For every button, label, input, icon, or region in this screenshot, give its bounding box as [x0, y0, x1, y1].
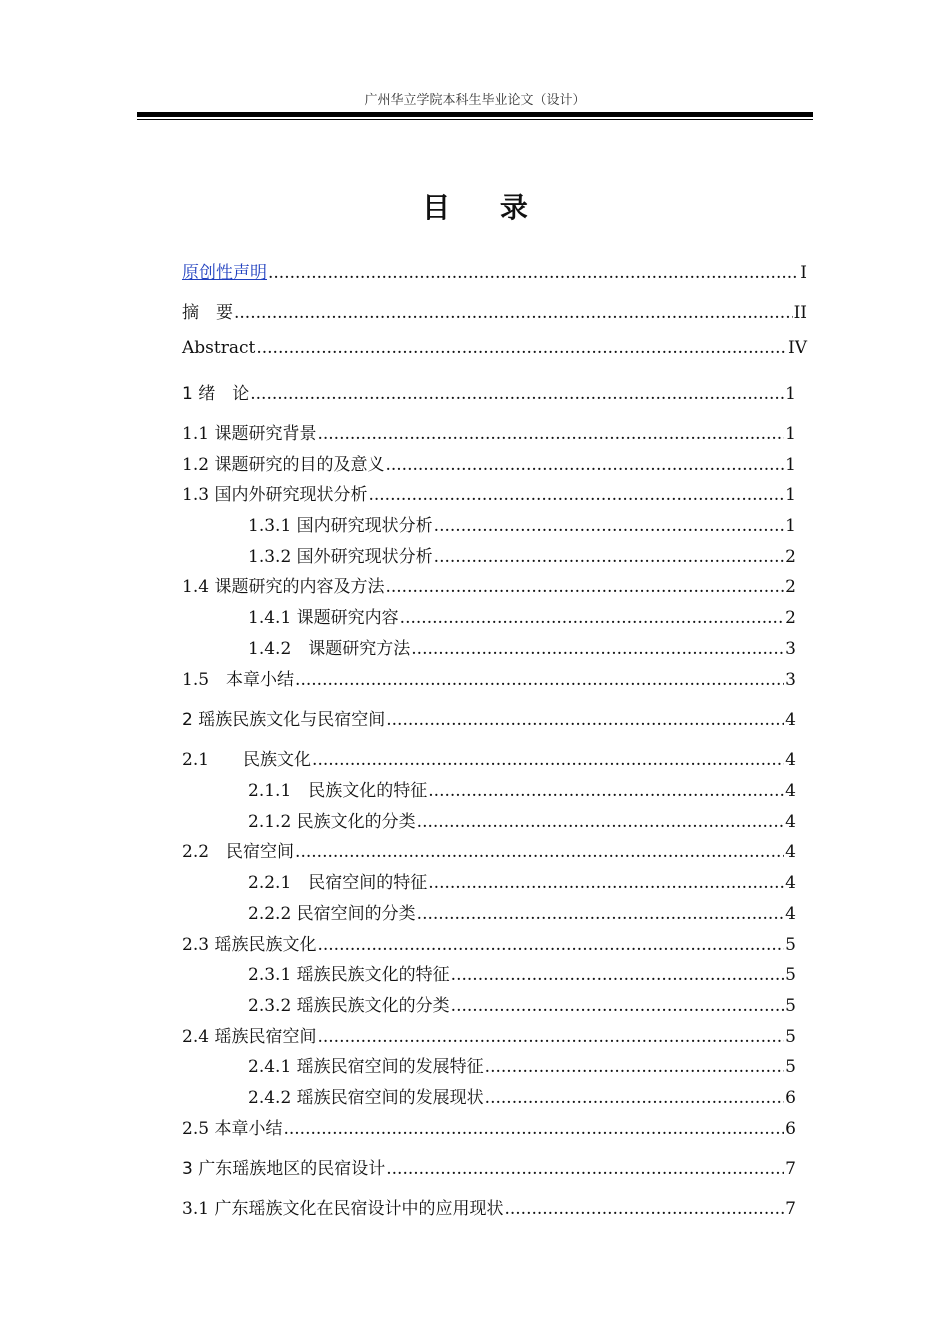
toc-entry-page: 5 — [785, 935, 796, 955]
toc-entry-title: 摘 要 — [182, 303, 233, 323]
toc-leader — [268, 263, 799, 283]
toc-leader — [317, 935, 784, 955]
toc-entry-page: 2 — [785, 547, 796, 567]
toc-leader — [317, 1027, 784, 1047]
toc-entry-page: 4 — [785, 812, 796, 832]
toc-entry-title: 1.4.2 课题研究方法 — [248, 639, 411, 659]
toc-entry-title: 3 广东瑶族地区的民宿设计 — [182, 1159, 386, 1179]
toc-entry-title: 3.1 广东瑶族文化在民宿设计中的应用现状 — [182, 1199, 504, 1219]
toc-leader — [485, 1088, 785, 1108]
toc-leader — [504, 1199, 784, 1219]
toc-entry-page: 4 — [785, 710, 796, 730]
toc-entry-1-1[interactable] — [182, 419, 796, 444]
header-rule-thick — [137, 112, 813, 117]
toc-entry-title: 2.2.1 民宿空间的特征 — [248, 873, 428, 893]
toc-leader — [250, 384, 784, 404]
toc-leader — [417, 812, 785, 832]
toc-entry-page: 3 — [785, 639, 796, 659]
toc-entry-page: 2 — [785, 577, 796, 597]
toc-entry-2-1-2[interactable] — [248, 807, 796, 832]
toc-leader — [295, 842, 784, 862]
toc-entry-page: 1 — [785, 516, 796, 536]
toc-entry-declaration[interactable] — [182, 258, 807, 283]
toc-entry-title: 1.5 本章小结 — [182, 670, 295, 690]
toc-leader — [428, 873, 784, 893]
toc-entry-title: 2.3.1 瑶族民族文化的特征 — [248, 965, 450, 985]
toc-entry-abstract-en[interactable] — [182, 338, 807, 358]
toc-entry-page: 3 — [785, 670, 796, 690]
toc-entry-1-3-2[interactable] — [248, 542, 796, 567]
toc-entry-2-1[interactable] — [182, 745, 796, 770]
toc-entry-title: 2.5 本章小结 — [182, 1119, 283, 1139]
toc-leader — [411, 639, 784, 659]
toc-entry-2-2-2[interactable] — [248, 899, 796, 924]
toc-leader — [368, 485, 784, 505]
toc-leader — [283, 1119, 784, 1139]
toc-entry-page: 4 — [785, 873, 796, 893]
toc-entry-page: II — [793, 303, 807, 323]
header-rule-thin — [137, 119, 813, 120]
toc-entry-page: 1 — [785, 424, 796, 444]
toc-entry-page: 4 — [785, 842, 796, 862]
toc-entry-page: 4 — [785, 750, 796, 770]
toc-entry-page: 5 — [785, 1057, 796, 1077]
toc-entry-2-3-1[interactable] — [248, 960, 796, 985]
toc-entry-page: 4 — [785, 781, 796, 801]
toc-entry-page: IV — [788, 338, 807, 358]
toc-entry-title: 1.1 课题研究背景 — [182, 424, 317, 444]
toc-entry-2-3-2[interactable] — [248, 991, 796, 1016]
toc-leader — [386, 710, 784, 730]
toc-entry-page: 6 — [785, 1088, 796, 1108]
toc-leader — [295, 670, 784, 690]
toc-entry-1-2[interactable] — [182, 450, 796, 475]
toc-entry-title: 1 绪 论 — [182, 384, 250, 404]
toc-leader — [234, 303, 793, 323]
toc-leader — [451, 996, 785, 1016]
toc-entry-title: 2.2.2 民宿空间的分类 — [248, 904, 416, 924]
toc-leader — [434, 516, 785, 536]
toc-entry-title: 2.2 民宿空间 — [182, 842, 295, 862]
toc-entry-page: 1 — [785, 455, 796, 475]
toc-entry-2-5[interactable] — [182, 1114, 796, 1139]
toc-entry-2-1-1[interactable] — [248, 776, 796, 801]
toc-entry-title: 1.3.1 国内研究现状分析 — [248, 516, 433, 536]
toc-entry-page: 1 — [785, 384, 796, 404]
toc-leader — [400, 608, 785, 628]
page-title: 目 录 — [422, 191, 548, 224]
toc-leader — [417, 904, 785, 924]
toc-leader — [385, 577, 784, 597]
toc-leader — [317, 424, 784, 444]
toc-entry-title: 2.3.2 瑶族民族文化的分类 — [248, 996, 450, 1016]
toc-entry-1-4[interactable] — [182, 572, 796, 597]
toc-entry-title: 1.4.1 课题研究内容 — [248, 608, 399, 628]
toc-entry-page: 4 — [785, 904, 796, 924]
toc-leader — [312, 750, 784, 770]
toc-entry-title: Abstract — [182, 338, 256, 358]
toc-entry-page: 6 — [785, 1119, 796, 1139]
toc-entry-page: I — [800, 263, 807, 283]
toc-entry-1-5[interactable] — [182, 665, 796, 690]
toc-entry-title[interactable]: 原创性声明 — [182, 263, 267, 283]
toc-entry-page: 5 — [785, 965, 796, 985]
toc-entry-title: 2.4 瑶族民宿空间 — [182, 1027, 317, 1047]
toc-entry-title: 2.1.2 民族文化的分类 — [248, 812, 416, 832]
toc-leader — [451, 965, 785, 985]
toc-leader — [434, 547, 785, 567]
toc-entry-title: 1.2 课题研究的目的及意义 — [182, 455, 385, 475]
toc-entry-title: 2.1 民族文化 — [182, 750, 312, 770]
toc-entry-title: 2.1.1 民族文化的特征 — [248, 781, 428, 801]
toc-leader — [386, 1159, 784, 1179]
toc-entry-title: 2 瑶族民族文化与民宿空间 — [182, 710, 386, 730]
toc-entry-page: 2 — [785, 608, 796, 628]
toc-entry-1-4-1[interactable] — [248, 603, 796, 628]
running-header: 广州华立学院本科生毕业论文（设计） — [364, 93, 586, 108]
toc-entry-1-4-2[interactable] — [248, 634, 796, 659]
toc-leader — [385, 455, 784, 475]
toc-entry-title: 1.3 国内外研究现状分析 — [182, 485, 368, 505]
toc-entry-title: 2.4.1 瑶族民宿空间的发展特征 — [248, 1057, 484, 1077]
toc-entry-page: 7 — [785, 1199, 796, 1219]
toc-entry-2-2-1[interactable] — [248, 868, 796, 893]
toc-entry-2-4-2[interactable] — [248, 1083, 796, 1108]
toc-entry-2-4-1[interactable] — [248, 1052, 796, 1077]
toc-entry-title: 2.3 瑶族民族文化 — [182, 935, 317, 955]
toc-entry-title: 1.4 课题研究的内容及方法 — [182, 577, 385, 597]
toc-entry-2-4[interactable] — [182, 1022, 796, 1047]
toc-entry-chapter-1[interactable] — [182, 379, 796, 404]
toc-entry-3-1[interactable] — [182, 1194, 796, 1219]
toc-entry-title: 2.4.2 瑶族民宿空间的发展现状 — [248, 1088, 484, 1108]
toc-leader — [485, 1057, 785, 1077]
toc-entry-1-3-1[interactable] — [248, 511, 796, 536]
toc-leader — [256, 338, 787, 358]
toc-entry-chapter-3[interactable] — [182, 1154, 796, 1179]
toc-entry-page: 7 — [785, 1159, 796, 1179]
toc-entry-page: 1 — [785, 485, 796, 505]
toc-entry-2-2[interactable] — [182, 837, 796, 862]
toc-entry-2-3[interactable] — [182, 930, 796, 955]
toc-entry-page: 5 — [785, 996, 796, 1016]
toc-entry-title: 1.3.2 国外研究现状分析 — [248, 547, 433, 567]
toc-entry-1-3[interactable] — [182, 480, 796, 505]
toc-entry-chapter-2[interactable] — [182, 705, 796, 730]
toc-entry-abstract-cn[interactable] — [182, 298, 807, 323]
toc-entry-page: 5 — [785, 1027, 796, 1047]
toc-leader — [428, 781, 784, 801]
